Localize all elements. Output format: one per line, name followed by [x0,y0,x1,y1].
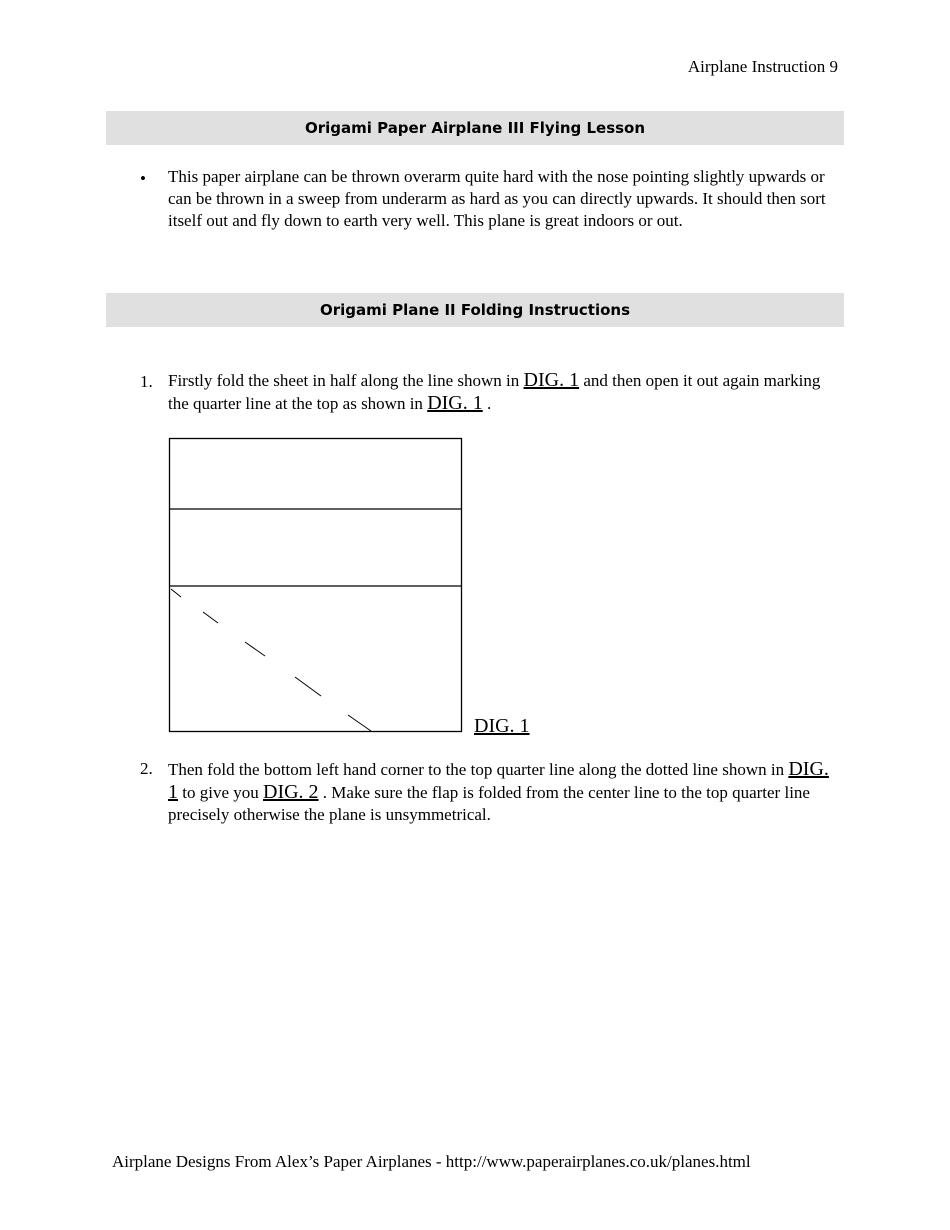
step-1-text-b: and then open it out again marking the quarter line at the top as shown in [168,371,821,413]
step-1-text [168,369,838,415]
dotted-fold-line [171,589,371,731]
step-2-dig-ref-b: DIG. 2 [263,781,319,803]
step-1-text-c: . [486,394,492,413]
step-2-text-a: Then fold the bottom left hand corner to the top quarter line along the dotted line shown in [168,760,785,779]
step-2-text-c: . Make sure the flap is folded from the center line to the top quarter line precisely otherwise the plane is unsymmetrical. [168,783,810,824]
figure-caption-dig-1: DIG. 1 [474,715,530,737]
step-2-dig-ref-a: DIG. 1 [168,758,829,803]
step-1-dig-ref-a: DIG. 1 [523,369,580,391]
step-2-text [168,758,838,826]
page-footer: Airplane Designs From Alex’s Paper Airplanes - http://www.paperairplanes.co.uk/planes.html [112,1152,751,1171]
step-1-number: 1. [140,372,153,391]
section-title-folding-instructions: Origami Plane II Folding Instructions [106,293,844,327]
step-2-number: 2. [140,759,153,778]
section-title-flying-lesson: Origami Paper Airplane III Flying Lesson [106,111,844,145]
fold-diagram [168,437,466,737]
step-2-text-b: to give you [182,783,259,802]
bullet-icon: • [140,169,146,188]
flying-lesson-text: This paper airplane can be thrown overarm quite hard with the nose pointing slightly upwards or can be thrown in a sweep from underarm as hard as you can directly upwards. It should then sort itself out and fly down to earth very well. This plane is great indoors or out. [168,167,826,230]
step-1-dig-ref-b: DIG. 1 [427,392,483,414]
page-header-label: Airplane Instruction 9 [687,57,838,76]
step-1-text-a: Firstly fold the sheet in half along the line shown in [168,371,520,390]
paper-outline [170,439,462,732]
